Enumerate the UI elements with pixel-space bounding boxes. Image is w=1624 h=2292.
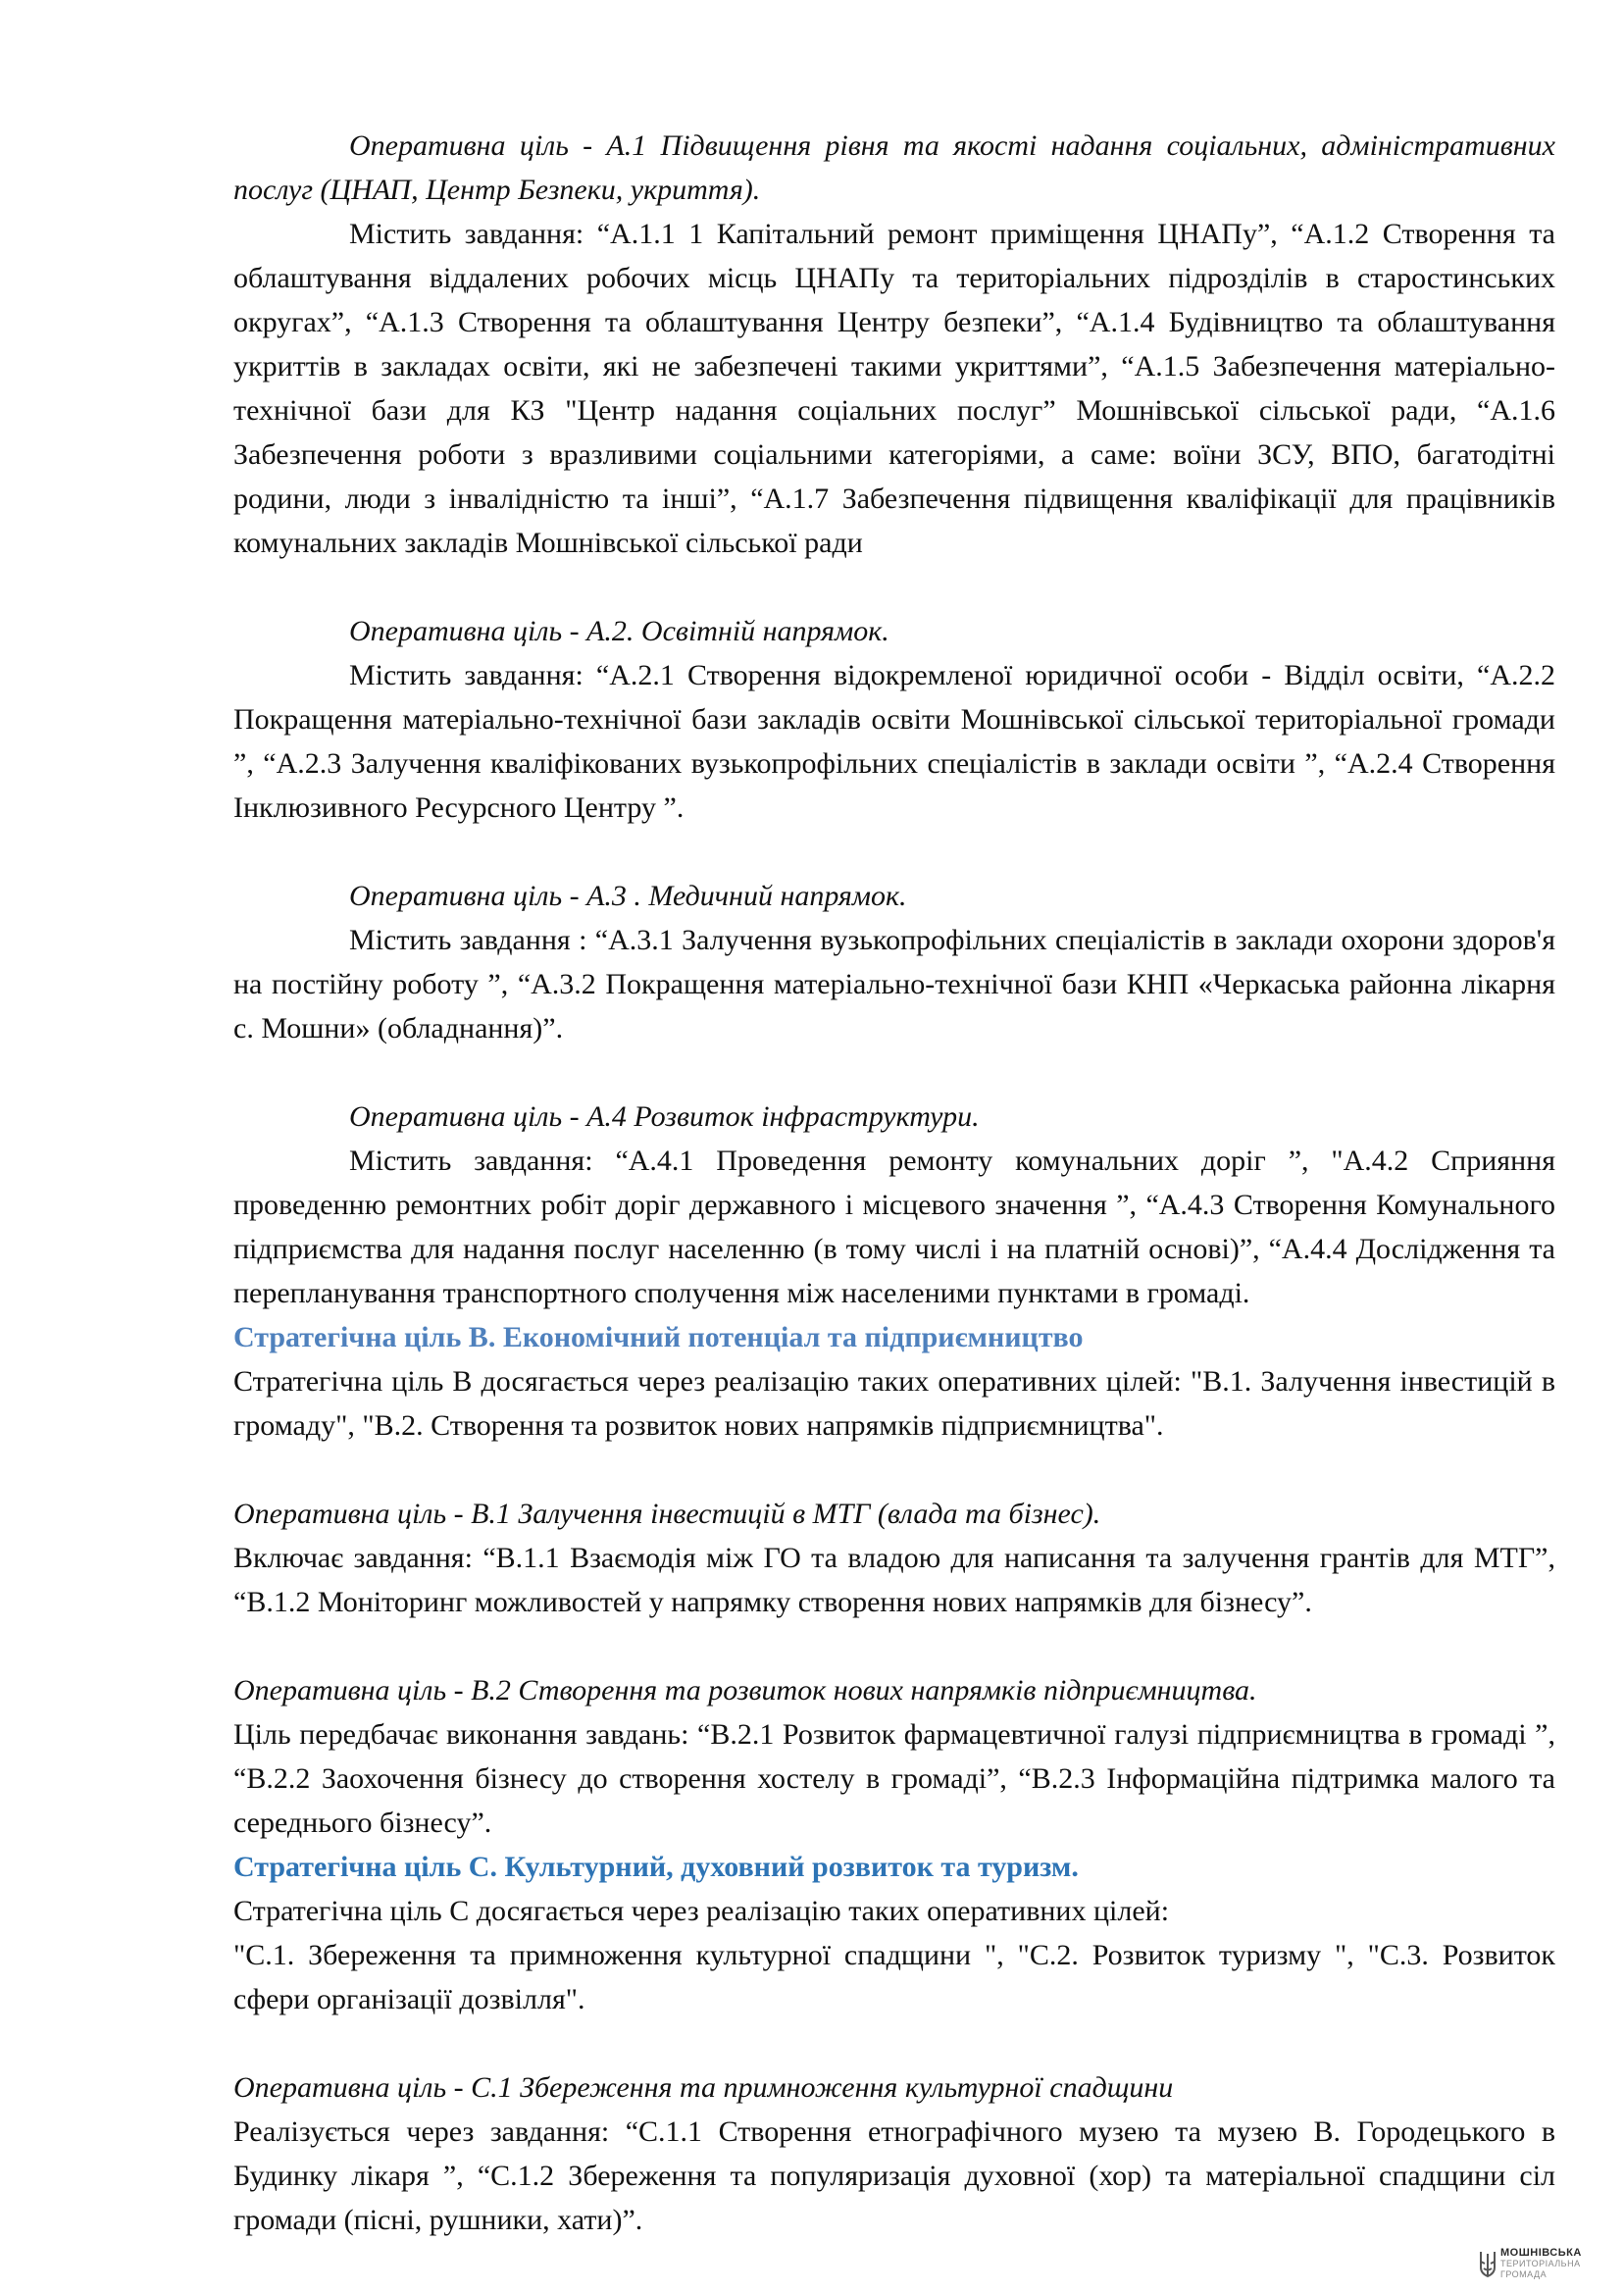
goal-a4-title: Оперативна ціль - А.4 Розвиток інфраструктури. [349, 1100, 980, 1133]
logo-line-2: ТЕРИТОРІАЛЬНА [1500, 2259, 1581, 2268]
goal-b1-body: Включає завдання: “В.1.1 Взаємодія між ГО та владою для написання та залучення грантів для МТГ”, “В.1.2 Моніторинг можливостей у напрямку створення нових напрямків для бізнесу”. [233, 1542, 1555, 1618]
goal-a1-body: Містить завдання: “А.1.1 1 Капітальний ремонт приміщення ЦНАПу”, “А.1.2 Створення та облаштування віддалених робочих місць ЦНАПу та територіальних підрозділів в старостинських округах”, “А.1.3 Створення та облаштування Центру безпеки”, “А.1.4 Будівництво та облаштування укриттів в закладах освіти, які не забезпечені такими укриттями”, “А.1.5 Забезпечення матеріально-технічної бази для КЗ "Центр надання соціальних послуг” Мошнівської сільської ради, “А.1.6 Забезпечення роботи з вразливими соціальними категоріями, а саме: воїни ЗСУ, ВПО, багатодітні родини, люди з інвалідністю та інші”, “А.1.7 Забезпечення підвищення кваліфікації для працівників комунальних закладів Мошнівської сільської ради [233, 218, 1555, 559]
logo-line-3: ГРОМАДА [1500, 2269, 1548, 2279]
strategic-goal-b-body: Стратегічна ціль В досягається через реалізацію таких оперативних цілей: "В.1. Залучення інвестицій в громаду", "В.2. Створення та розвиток нових напрямків підприємництва". [233, 1365, 1555, 1442]
strategic-goal-b-heading: Стратегічна ціль В. Економічний потенціал та підприємництво [233, 1321, 1084, 1353]
goal-a1-title: Оперативна ціль - А.1 Підвищення рівня та якості надання соціальних, адміністративних послуг (ЦНАП, Центр Безпеки, укриття). [233, 129, 1555, 206]
strategic-goal-c-heading: Стратегічна ціль С. Культурний, духовний розвиток та туризм. [233, 1851, 1079, 1883]
goal-c1-title: Оперативна ціль - С.1 Збереження та примноження культурної спадщини [233, 2071, 1174, 2104]
goal-a2-title: Оперативна ціль - А.2. Освітній напрямок. [349, 615, 889, 647]
strategic-goal-c-body-intro: Стратегічна ціль С досягається через реалізацію таких оперативних цілей: [233, 1895, 1170, 1927]
goal-c1-body: Реалізується через завдання: “С.1.1 Створення етнографічного музею та музею В. Городецького в Будинку лікаря ”, “С.1.2 Збереження та популяризація духовної (хор) та матеріальної спадщини сіл громади (пісні, рушники, хати)”. [233, 2115, 1555, 2236]
goal-b1-title: Оперативна ціль - В.1 Залучення інвестицій в МТГ (влада та бізнес). [233, 1498, 1101, 1530]
goal-b2-title: Оперативна ціль - В.2 Створення та розвиток нових напрямків підприємництва. [233, 1674, 1257, 1706]
goal-a3-title: Оперативна ціль - А.3 . Медичний напрямок. [349, 880, 907, 912]
goal-b2-body: Ціль передбачає виконання завдань: “В.2.1 Розвиток фармацевтичної галузі підприємництва в громаді ”, “В.2.2 Заохочення бізнесу до створення хостелу в громаді”, “В.2.3 Інформаційна підтримка малого та середнього бізнесу”. [233, 1718, 1555, 1839]
trident-emblem-icon [1479, 2250, 1497, 2279]
goal-a3-body: Містить завдання : “А.3.1 Залучення вузькопрофільних спеціалістів в заклади охорони здоров'я на постійну роботу ”, “А.3.2 Покращення матеріально-технічної бази КНП «Черкаська районна лікарня с. Мошни» (обладнання)”. [233, 924, 1555, 1044]
goal-a2-body: Містить завдання: “А.2.1 Створення відокремленої юридичної особи - Відділ освіти, “А.2.2 Покращення матеріально-технічної бази закладів освіти Мошнівської сільської територіальної громади ”, “А.2.3 Залучення кваліфікованих вузькопрофільних спеціалістів в заклади освіти ”, “А.2.4 Створення Інклюзивного Ресурсного Центру ”. [233, 659, 1555, 824]
document-page [233, 124, 1555, 2242]
logo-line-1: МОШНІВСЬКА [1500, 2247, 1582, 2259]
community-logo [1479, 2246, 1624, 2292]
strategic-goal-c-body-list: "С.1. Збереження та примноження культурної спадщини ", "С.2. Розвиток туризму ", "С.3. Розвиток сфери організації дозвілля". [233, 1939, 1555, 2015]
goal-a4-body: Містить завдання: “А.4.1 Проведення ремонту комунальних доріг ”, "А.4.2 Сприяння проведенню ремонтних робіт доріг державного і місцевого значення ”, “А.4.3 Створення Комунального підприємства для надання послуг населенню (в тому числі і на платній основі)”, “А.4.4 Дослідження та перепланування транспортного сполучення між населеними пунктами в громаді. [233, 1145, 1555, 1309]
